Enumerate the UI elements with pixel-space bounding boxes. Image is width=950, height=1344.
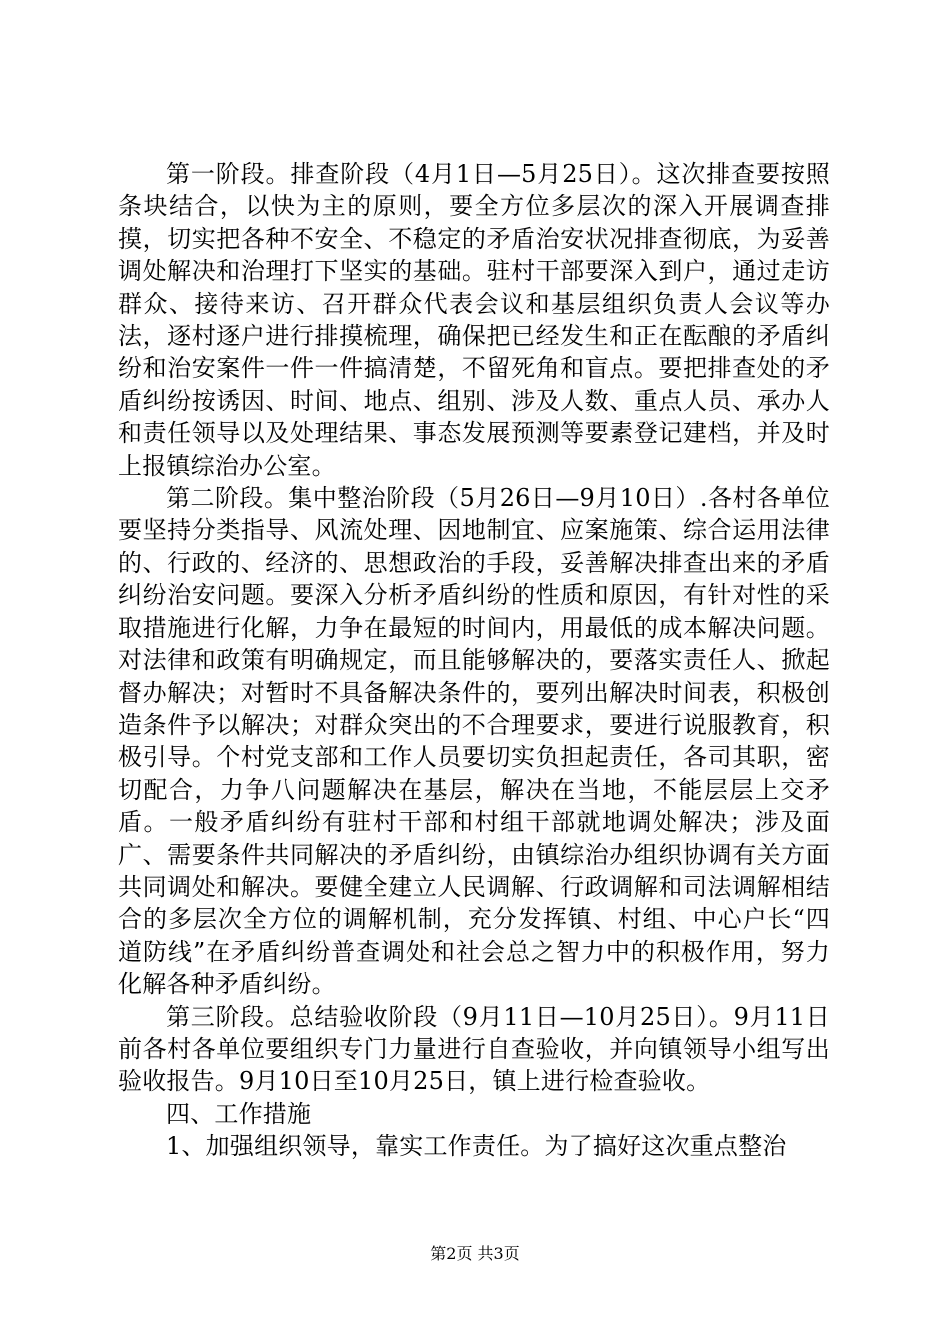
- page-number-footer: 第2页 共3页: [430, 1244, 520, 1263]
- document-body: [118, 158, 830, 1163]
- section-heading-work-measures: 四、工作措施: [166, 1099, 312, 1128]
- paragraph-measure-one: 1、加强组织领导，靠实工作责任。为了搞好这次重点整治: [166, 1132, 787, 1161]
- paragraph-stage-three: 第三阶段。总结验收阶段（9月11日—10月25日）。9月11日前各村各单位要组织专门力量进行自查验收，并向镇领导小组写出验收报告。9月10日至10月25日，镇上进行检查验收。: [118, 1002, 830, 1096]
- paragraph-stage-two: 第二阶段。集中整治阶段（5月26日—9月10日）.各村各单位要坚持分类指导、风流处理、因地制宜、应案施策、综合运用法律的、行政的、经济的、思想政治的手段，妥善解决排查出来的矛盾纠纷治安问题。要深入分析矛盾纠纷的性质和原因，有针对性的采取措施进行化解，力争在最短的时间内，用最低的成本解决问题。对法律和政策有明确规定，而且能够解决的，要落实责任人、掀起督办解决；对暂时不具备解决条件的，要列出解决时间表，积极创造条件予以解决；对群众突出的不合理要求，要进行说服教育，积极引导。个村党支部和工作人员要切实负担起责任，各司其职，密切配合，力争八问题解决在基层，解决在当地，不能层层上交矛盾。一般矛盾纠纷有驻村干部和村组干部就地调处解决；涉及面广、需要条件共同解决的矛盾纠纷，由镇综治办组织协调有关方面共同调处和解决。要健全建立人民调解、行政调解和司法调解相结合的多层次全方位的调解机制，充分发挥镇、村组、中心户长“四道防线”在矛盾纠纷普查调处和社会总之智力中的积极作用，努力化解各种矛盾纠纷。: [118, 484, 830, 999]
- paragraph-stage-one: 第一阶段。排查阶段（4月1日—5月25日）。这次排查要按照条块结合，以快为主的原则，要全方位多层次的深入开展调查排摸，切实把各种不安全、不稳定的矛盾治安状况排查彻底，为妥善调处解决和治理打下坚实的基础。驻村干部要深入到户，通过走访群众、接待来访、召开群众代表会议和基层组织负责人会议等办法，逐村逐户进行排摸梳理，确保把已经发生和正在酝酿的矛盾纠纷和治安案件一件一件搞清楚，不留死角和盲点。要把排查处的矛盾纠纷按诱因、时间、地点、组别、涉及人数、重点人员、承办人和责任领导以及处理结果、事态发展预测等要素登记建档，并及时上报镇综治办公室。: [118, 160, 830, 480]
